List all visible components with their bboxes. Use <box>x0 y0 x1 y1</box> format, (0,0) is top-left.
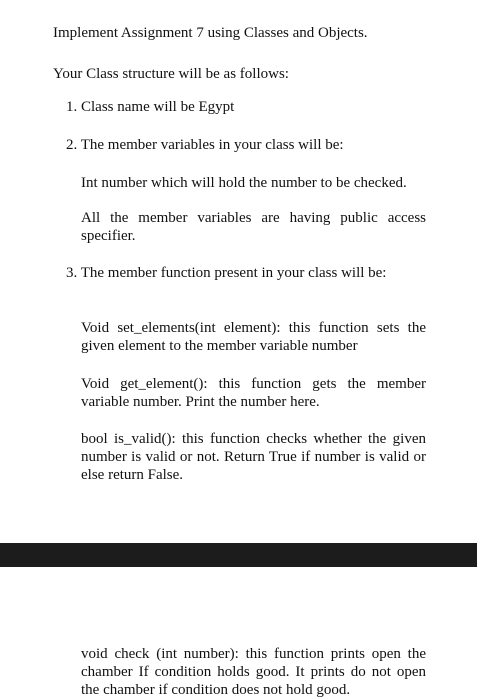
access-specifier-note: All the member variables are having public access specifier. <box>81 210 426 244</box>
function-is-valid: bool is_valid(): this function checks whether the given number is valid or not. Return True if number is valid or else return False. <box>81 431 426 483</box>
function-set-elements: Void set_elements(int element): this function sets the given element to the member variable number <box>81 320 426 354</box>
document-title: Implement Assignment 7 using Classes and Objects. <box>53 25 368 41</box>
function-get-element: Void get_element(): this function gets the member variable number. Print the number here. <box>81 376 426 410</box>
variable-description: Int number which will hold the number to be checked. <box>81 175 407 191</box>
intro-text: Your Class structure will be as follows: <box>53 66 289 82</box>
list-item-member-variables: 2. The member variables in your class will be: <box>66 137 344 153</box>
list-item-member-functions: 3. The member function present in your class will be: <box>66 265 387 281</box>
page-break-band <box>0 543 477 567</box>
function-check: void check (int number): this function prints open the chamber If condition holds good. It prints do not open the chamber if condition does not hold good. <box>81 646 426 698</box>
list-item-class-name: 1. Class name will be Egypt <box>66 99 235 115</box>
